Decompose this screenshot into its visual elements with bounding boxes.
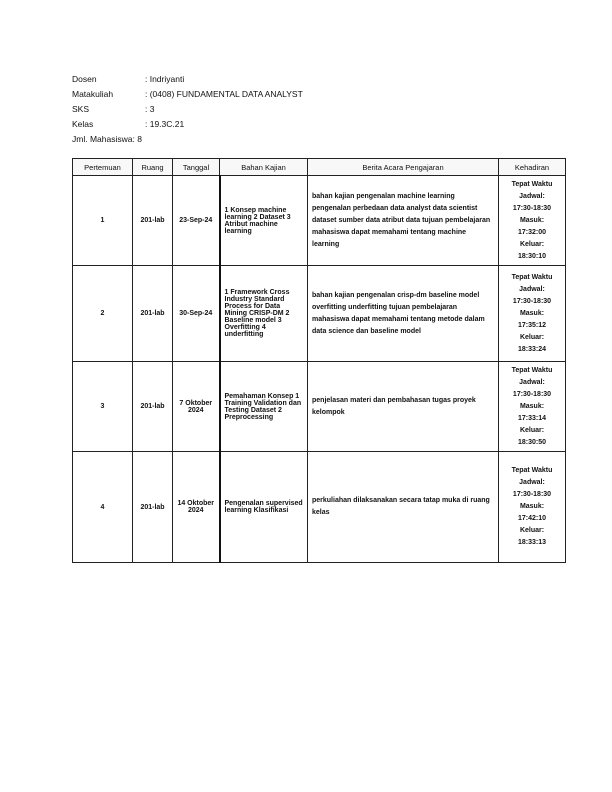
cell-tanggal: 30-Sep-24 <box>173 266 220 362</box>
sks-value: : 3 <box>145 104 155 114</box>
cell-berita-acara: penjelasan materi dan pembahasan tugas proyek kelompok <box>308 362 499 452</box>
header-kehadiran: Kehadiran <box>499 159 566 176</box>
dosen-label: Dosen <box>72 74 97 84</box>
cell-ruang: 201-lab <box>133 176 173 266</box>
info-matakuliah <box>72 87 303 102</box>
kehadiran-status: Tepat Waktu <box>511 366 553 374</box>
jadwal-label: Jadwal: <box>519 192 545 200</box>
masuk-value: 17:35:12 <box>517 321 547 329</box>
table-row <box>73 362 566 452</box>
masuk-value: 17:42:10 <box>517 515 547 522</box>
cell-bahan-kajian: Pengenalan supervised learning Klasifikasi <box>220 452 308 563</box>
header-bahan-kajian: Bahan Kajian <box>220 159 308 176</box>
keluar-label: Keluar: <box>519 527 545 534</box>
header-berita-acara: Berita Acara Pengajaran <box>308 159 499 176</box>
info-jml-mahasiswa <box>72 132 303 147</box>
attendance-table <box>72 158 566 563</box>
cell-tanggal: 7 Oktober 2024 <box>173 362 220 452</box>
masuk-label: Masuk: <box>519 309 545 317</box>
cell-pertemuan: 2 <box>73 266 133 362</box>
cell-pertemuan: 3 <box>73 362 133 452</box>
cell-bahan-kajian: 1 Konsep machine learning 2 Dataset 3 Atribut machine learning <box>220 176 308 266</box>
table-row <box>73 452 566 563</box>
keluar-value: 18:33:24 <box>517 345 547 353</box>
cell-kehadiran <box>499 266 566 362</box>
cell-bahan-kajian: 1 Framework Cross Industry Standard Process for Data Mining CRISP-DM 2 Baseline model 3 Overfitting 4 underfitting <box>220 266 308 362</box>
kelas-label: Kelas <box>72 119 94 129</box>
masuk-label: Masuk: <box>519 216 545 224</box>
cell-kehadiran <box>499 176 566 266</box>
header-pertemuan: Pertemuan <box>73 159 133 176</box>
jml-label: Jml. Mahasiswa <box>72 134 133 144</box>
cell-kehadiran <box>499 362 566 452</box>
masuk-label: Masuk: <box>519 402 545 410</box>
kehadiran-status: Tepat Waktu <box>511 273 553 281</box>
cell-tanggal: 14 Oktober 2024 <box>173 452 220 563</box>
keluar-label: Keluar: <box>519 426 545 434</box>
header-tanggal: Tanggal <box>173 159 220 176</box>
cell-kehadiran <box>499 452 566 563</box>
course-info <box>72 72 303 147</box>
jadwal-value: 17:30-18:30 <box>512 491 552 498</box>
sks-label: SKS <box>72 104 90 114</box>
header-ruang: Ruang <box>133 159 173 176</box>
jadwal-value: 17:30-18:30 <box>512 297 552 305</box>
cell-tanggal: 23-Sep-24 <box>173 176 220 266</box>
jml-value: : 8 <box>132 134 142 144</box>
jadwal-label: Jadwal: <box>519 378 545 386</box>
kehadiran-status: Tepat Waktu <box>511 467 553 474</box>
cell-ruang: 201-lab <box>133 362 173 452</box>
cell-pertemuan: 1 <box>73 176 133 266</box>
keluar-label: Keluar: <box>519 240 545 248</box>
table-header-row <box>73 159 566 176</box>
jadwal-label: Jadwal: <box>519 285 545 293</box>
cell-berita-acara: perkuliahan dilaksanakan secara tatap muka di ruang kelas <box>308 452 499 563</box>
jadwal-value: 17:30-18:30 <box>512 204 552 212</box>
keluar-value: 18:30:50 <box>517 438 547 446</box>
table-row <box>73 266 566 362</box>
cell-berita-acara: bahan kajian pengenalan crisp-dm baseline model overfitting underfitting tujuan pembelajaran mahasiswa dapat memahami tentang metode dalam data science dan baseline model <box>308 266 499 362</box>
masuk-value: 17:32:00 <box>517 228 547 236</box>
cell-ruang: 201-lab <box>133 266 173 362</box>
matakuliah-value: : (0408) FUNDAMENTAL DATA ANALYST <box>145 89 303 99</box>
info-kelas <box>72 117 303 132</box>
matakuliah-label: Matakuliah <box>72 89 114 99</box>
jadwal-label: Jadwal: <box>519 479 545 486</box>
keluar-value: 18:33:13 <box>517 539 547 546</box>
cell-berita-acara: bahan kajian pengenalan machine learning pengenalan perbedaan data analyst data scientist dataset sumber data atribut data tujuan pembelajaran mahasiswa dapat memahami tentang machine learning <box>308 176 499 266</box>
kehadiran-status: Tepat Waktu <box>511 180 553 188</box>
masuk-value: 17:33:14 <box>517 414 547 422</box>
info-dosen <box>72 72 303 87</box>
keluar-value: 18:30:10 <box>517 252 547 260</box>
kelas-value: : 19.3C.21 <box>145 119 185 129</box>
cell-ruang: 201-lab <box>133 452 173 563</box>
jadwal-value: 17:30-18:30 <box>512 390 552 398</box>
cell-pertemuan: 4 <box>73 452 133 563</box>
table-row <box>73 176 566 266</box>
masuk-label: Masuk: <box>519 503 545 510</box>
cell-bahan-kajian: Pemahaman Konsep 1 Training Validation dan Testing Dataset 2 Preprocessing <box>220 362 308 452</box>
info-sks <box>72 102 303 117</box>
dosen-value: : Indriyanti <box>145 74 185 84</box>
keluar-label: Keluar: <box>519 333 545 341</box>
